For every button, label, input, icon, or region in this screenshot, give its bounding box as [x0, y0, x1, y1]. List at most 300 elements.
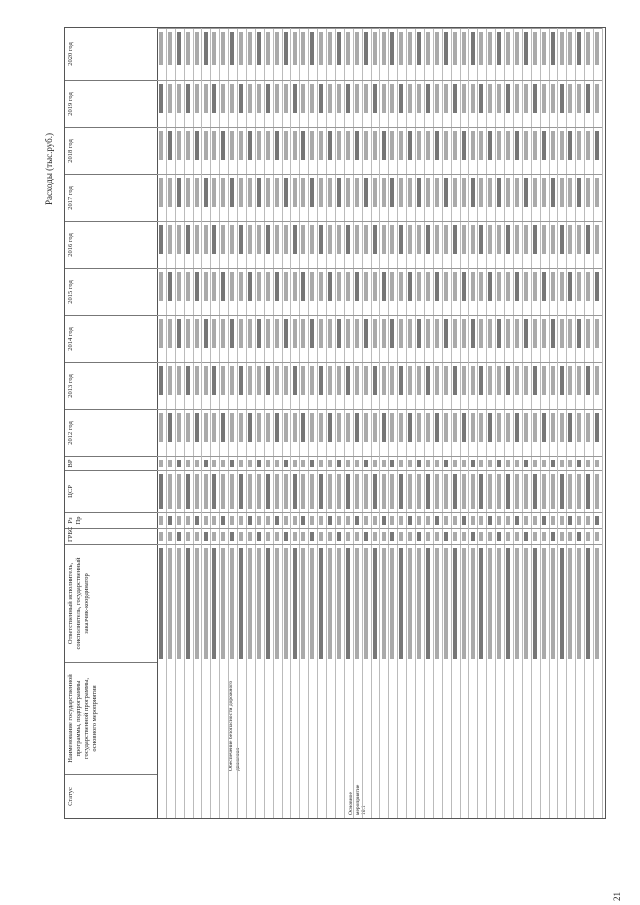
illegible-text-mark: [471, 131, 475, 160]
table-cell: [406, 512, 415, 528]
illegible-text-mark: [479, 460, 483, 467]
table-cell: [202, 174, 211, 221]
illegible-text-mark: [533, 272, 537, 301]
illegible-text-mark: [560, 225, 564, 254]
table-cell: [433, 127, 442, 174]
table-cell: [184, 470, 193, 512]
illegible-text-mark: [257, 548, 261, 659]
illegible-text-mark: [310, 272, 314, 301]
illegible-text-mark: [257, 516, 261, 525]
illegible-text-mark: [382, 532, 386, 541]
table-cell: [451, 544, 460, 662]
illegible-text-mark: [275, 178, 279, 207]
illegible-text-mark: [506, 413, 510, 442]
table-cell: [566, 544, 575, 662]
table-cell: [406, 470, 415, 512]
table-cell: [299, 544, 308, 662]
table-cell: [157, 362, 166, 409]
table-cell: [264, 268, 273, 315]
illegible-text-mark: [310, 319, 314, 348]
table-cell: [344, 28, 353, 80]
table-cell: [469, 268, 478, 315]
illegible-text-mark: [204, 366, 208, 395]
table-cell: [451, 456, 460, 470]
table-cell: [326, 409, 335, 456]
table-cell: [299, 174, 308, 221]
table-cell: [495, 221, 504, 268]
illegible-text-mark: [301, 178, 305, 207]
table-cell: [317, 362, 326, 409]
table-cell: [406, 80, 415, 127]
illegible-text-mark: [497, 474, 501, 509]
illegible-text-mark: [221, 131, 225, 160]
table-cell: [166, 315, 175, 362]
table-cell: [593, 28, 602, 80]
table-cell: [308, 362, 317, 409]
illegible-text-mark: [319, 319, 323, 348]
illegible-text-mark: [390, 84, 394, 113]
table-cell: [460, 456, 469, 470]
table-cell: [433, 456, 442, 470]
illegible-text-mark: [168, 178, 172, 207]
table-cell: [504, 174, 513, 221]
illegible-text-mark: [257, 366, 261, 395]
illegible-text-mark: [444, 366, 448, 395]
illegible-text-mark: [471, 32, 475, 65]
table-cell: [326, 174, 335, 221]
table-cell: [531, 221, 540, 268]
illegible-text-mark: [355, 319, 359, 348]
table-cell: [353, 470, 362, 512]
table-cell: [442, 512, 451, 528]
illegible-text-mark: [479, 474, 483, 509]
table-cell: [415, 456, 424, 470]
illegible-text-mark: [426, 32, 430, 65]
table-cell: [193, 528, 202, 544]
illegible-text-mark: [168, 474, 172, 509]
table-cell: [406, 127, 415, 174]
illegible-text-mark: [221, 460, 225, 467]
table-cell: [175, 409, 184, 456]
table-cell: [415, 362, 424, 409]
table-cell: [308, 544, 317, 662]
table-cell: [433, 512, 442, 528]
illegible-text-mark: [204, 532, 208, 541]
illegible-text-mark: [355, 366, 359, 395]
table-cell: [584, 512, 593, 528]
illegible-text-mark: [426, 548, 430, 659]
table-cell: [495, 470, 504, 512]
illegible-text-mark: [542, 460, 546, 467]
table-cell: [575, 456, 584, 470]
table-cell: [513, 315, 522, 362]
table-cell: [540, 544, 549, 662]
illegible-text-mark: [568, 413, 572, 442]
table-cell: [273, 268, 282, 315]
illegible-text-mark: [204, 84, 208, 113]
illegible-text-mark: [577, 32, 581, 65]
table-cell: [477, 221, 486, 268]
illegible-text-mark: [479, 548, 483, 659]
table-cell: [549, 28, 558, 80]
table-cell: [486, 544, 495, 662]
illegible-text-mark: [257, 225, 261, 254]
illegible-text-mark: [542, 131, 546, 160]
table-cell: [228, 127, 237, 174]
table-cell: [415, 127, 424, 174]
illegible-text-mark: [195, 460, 199, 467]
table-cell: [380, 221, 389, 268]
illegible-text-mark: [212, 178, 216, 207]
illegible-text-mark: [186, 516, 190, 525]
illegible-text-mark: [444, 131, 448, 160]
table-cell: [157, 315, 166, 362]
illegible-text-mark: [364, 474, 368, 509]
illegible-text-mark: [301, 413, 305, 442]
table-cell: [317, 268, 326, 315]
illegible-text-mark: [248, 319, 252, 348]
table-cell: [513, 80, 522, 127]
illegible-text-mark: [408, 460, 412, 467]
table-cell: [504, 28, 513, 80]
illegible-text-mark: [248, 84, 252, 113]
table-cell: [166, 362, 175, 409]
illegible-text-mark: [319, 272, 323, 301]
table-cell: [175, 456, 184, 470]
table-cell: [424, 456, 433, 470]
illegible-text-mark: [399, 84, 403, 113]
illegible-text-mark: [426, 178, 430, 207]
illegible-text-mark: [497, 532, 501, 541]
table-cell: [495, 127, 504, 174]
illegible-text-mark: [595, 178, 599, 207]
table-cell: [522, 127, 531, 174]
table-cell: [558, 174, 567, 221]
table-cell: [335, 174, 344, 221]
table-cell: [451, 315, 460, 362]
table-cell: [566, 80, 575, 127]
table-cell: [566, 315, 575, 362]
table-cell: [513, 362, 522, 409]
illegible-text-mark: [177, 32, 181, 65]
table-cell: [540, 268, 549, 315]
illegible-text-mark: [453, 516, 457, 525]
illegible-text-mark: [444, 413, 448, 442]
table-cell: [558, 80, 567, 127]
table-cell: [513, 28, 522, 80]
illegible-text-mark: [328, 319, 332, 348]
illegible-text-mark: [533, 32, 537, 65]
illegible-text-mark: [177, 474, 181, 509]
illegible-text-mark: [577, 548, 581, 659]
table-cell: [317, 221, 326, 268]
table-cell: [282, 127, 291, 174]
illegible-text-mark: [310, 32, 314, 65]
illegible-text-mark: [479, 178, 483, 207]
illegible-text-mark: [471, 474, 475, 509]
table-cell: [513, 221, 522, 268]
illegible-text-mark: [159, 225, 163, 254]
illegible-text-mark: [355, 272, 359, 301]
illegible-text-mark: [444, 460, 448, 467]
table-cell: [193, 315, 202, 362]
illegible-text-mark: [177, 272, 181, 301]
table-cell: [210, 315, 219, 362]
table-cell: [255, 28, 264, 80]
illegible-text-mark: [204, 516, 208, 525]
table-cell: [246, 315, 255, 362]
table-cell: [584, 80, 593, 127]
illegible-text-mark: [373, 516, 377, 525]
illegible-text-mark: [399, 319, 403, 348]
illegible-text-mark: [560, 532, 564, 541]
table-cell: [504, 409, 513, 456]
illegible-text-mark: [417, 178, 421, 207]
table-cell: [228, 315, 237, 362]
table-cell: [451, 409, 460, 456]
table-cell: [522, 315, 531, 362]
illegible-text-mark: [577, 84, 581, 113]
table-cell: [264, 127, 273, 174]
illegible-text-mark: [462, 272, 466, 301]
illegible-text-mark: [444, 84, 448, 113]
illegible-text-mark: [497, 413, 501, 442]
illegible-text-mark: [542, 319, 546, 348]
table-cell: [540, 409, 549, 456]
illegible-text-mark: [399, 413, 403, 442]
table-cell: [308, 174, 317, 221]
illegible-text-mark: [533, 516, 537, 525]
illegible-text-mark: [364, 460, 368, 467]
illegible-text-mark: [586, 84, 590, 113]
table-cell: [317, 512, 326, 528]
illegible-text-mark: [293, 319, 297, 348]
illegible-text-mark: [248, 532, 252, 541]
illegible-text-mark: [586, 516, 590, 525]
illegible-text-mark: [533, 84, 537, 113]
table-cell: [166, 174, 175, 221]
table-cell: [353, 221, 362, 268]
table-cell: [380, 409, 389, 456]
illegible-text-mark: [435, 272, 439, 301]
table-cell: [228, 221, 237, 268]
illegible-text-mark: [453, 225, 457, 254]
illegible-text-mark: [195, 474, 199, 509]
table-cell: [460, 544, 469, 662]
table-cell: [477, 362, 486, 409]
table-cell: [388, 528, 397, 544]
illegible-text-mark: [373, 460, 377, 467]
illegible-text-mark: [301, 319, 305, 348]
illegible-text-mark: [551, 131, 555, 160]
table-cell: [522, 268, 531, 315]
illegible-text-mark: [471, 548, 475, 659]
table-cell: [433, 80, 442, 127]
illegible-text-mark: [293, 366, 297, 395]
illegible-text-mark: [479, 532, 483, 541]
table-cell: [193, 409, 202, 456]
illegible-text-mark: [408, 413, 412, 442]
illegible-text-mark: [435, 84, 439, 113]
illegible-text-mark: [435, 178, 439, 207]
table-cell: [540, 512, 549, 528]
illegible-text-mark: [221, 366, 225, 395]
illegible-text-mark: [479, 32, 483, 65]
illegible-text-mark: [186, 319, 190, 348]
illegible-text-mark: [595, 366, 599, 395]
illegible-text-mark: [248, 413, 252, 442]
illegible-text-mark: [221, 548, 225, 659]
illegible-text-mark: [221, 272, 225, 301]
illegible-text-mark: [355, 84, 359, 113]
illegible-text-mark: [328, 272, 332, 301]
illegible-text-mark: [319, 178, 323, 207]
illegible-text-mark: [275, 84, 279, 113]
header-2017: 2017 год: [65, 174, 157, 221]
illegible-text-mark: [293, 460, 297, 467]
table-cell: [273, 409, 282, 456]
table-cell: [388, 28, 397, 80]
table-cell: [504, 512, 513, 528]
illegible-text-mark: [426, 84, 430, 113]
table-cell: [157, 456, 166, 470]
table-cell: [344, 528, 353, 544]
table-cell: [558, 362, 567, 409]
table-cell: [388, 409, 397, 456]
illegible-text-mark: [257, 460, 261, 467]
table-cell: [495, 528, 504, 544]
table-cell: [531, 28, 540, 80]
illegible-text-mark: [328, 131, 332, 160]
table-cell: [317, 80, 326, 127]
table-cell: [504, 221, 513, 268]
illegible-text-mark: [542, 225, 546, 254]
illegible-text-mark: [568, 516, 572, 525]
table-cell: [246, 174, 255, 221]
illegible-text-mark: [319, 460, 323, 467]
illegible-text-mark: [319, 516, 323, 525]
illegible-text-mark: [542, 548, 546, 659]
illegible-text-mark: [497, 516, 501, 525]
illegible-text-mark: [551, 84, 555, 113]
table-cell: [157, 512, 166, 528]
illegible-text-mark: [275, 413, 279, 442]
illegible-text-mark: [542, 32, 546, 65]
table-cell: [406, 528, 415, 544]
table-cell: [513, 268, 522, 315]
table-cell: [424, 512, 433, 528]
illegible-text-mark: [399, 474, 403, 509]
illegible-text-mark: [497, 319, 501, 348]
illegible-text-mark: [435, 474, 439, 509]
illegible-text-mark: [417, 319, 421, 348]
illegible-text-mark: [435, 413, 439, 442]
illegible-text-mark: [479, 84, 483, 113]
table-cell: [495, 268, 504, 315]
illegible-text-mark: [212, 548, 216, 659]
table-cell: [193, 456, 202, 470]
table-cell: [371, 544, 380, 662]
table-cell: [433, 409, 442, 456]
table-cell: [184, 512, 193, 528]
illegible-text-mark: [462, 516, 466, 525]
illegible-text-mark: [577, 413, 581, 442]
table-cell: [433, 362, 442, 409]
illegible-text-mark: [319, 225, 323, 254]
table-cell: [504, 544, 513, 662]
illegible-text-mark: [497, 32, 501, 65]
illegible-text-mark: [471, 366, 475, 395]
table-cell: [451, 221, 460, 268]
illegible-text-mark: [462, 32, 466, 65]
table-cell: [371, 315, 380, 362]
illegible-text-mark: [488, 413, 492, 442]
illegible-text-mark: [506, 366, 510, 395]
table-cell: [415, 528, 424, 544]
illegible-text-mark: [284, 548, 288, 659]
illegible-text-mark: [453, 366, 457, 395]
table-cell: [264, 528, 273, 544]
table-cell: [531, 268, 540, 315]
table-cell: [344, 362, 353, 409]
table-cell: [246, 127, 255, 174]
table-cell: [477, 512, 486, 528]
table-cell: [406, 409, 415, 456]
illegible-text-mark: [266, 366, 270, 395]
table-cell: [264, 221, 273, 268]
table-cell: [353, 528, 362, 544]
illegible-text-mark: [373, 319, 377, 348]
illegible-text-mark: [293, 474, 297, 509]
illegible-text-mark: [346, 178, 350, 207]
table-cell: [433, 28, 442, 80]
illegible-text-mark: [399, 225, 403, 254]
table-cell: [362, 80, 371, 127]
illegible-text-mark: [417, 84, 421, 113]
illegible-text-mark: [168, 131, 172, 160]
table-cell: [575, 268, 584, 315]
illegible-text-mark: [186, 460, 190, 467]
illegible-text-mark: [212, 474, 216, 509]
table-cell: [469, 28, 478, 80]
illegible-text-mark: [337, 366, 341, 395]
table-cell: [451, 470, 460, 512]
illegible-text-mark: [417, 131, 421, 160]
table-cell: [264, 362, 273, 409]
illegible-text-mark: [230, 548, 234, 659]
illegible-text-mark: [453, 413, 457, 442]
illegible-text-mark: [506, 460, 510, 467]
illegible-text-mark: [595, 548, 599, 659]
illegible-text-mark: [239, 474, 243, 509]
table-cell: [486, 315, 495, 362]
table-cell: [202, 470, 211, 512]
table-cell: [202, 221, 211, 268]
table-cell: [273, 544, 282, 662]
illegible-text-mark: [471, 319, 475, 348]
illegible-text-mark: [390, 548, 394, 659]
header-2012: 2012 год: [65, 409, 157, 456]
illegible-text-mark: [221, 225, 225, 254]
table-cell: [406, 315, 415, 362]
table-cell: [593, 470, 602, 512]
illegible-text-mark: [159, 474, 163, 509]
table-cell: [415, 174, 424, 221]
table-cell: [228, 268, 237, 315]
illegible-text-mark: [284, 84, 288, 113]
table-cell: [442, 470, 451, 512]
illegible-text-mark: [373, 84, 377, 113]
